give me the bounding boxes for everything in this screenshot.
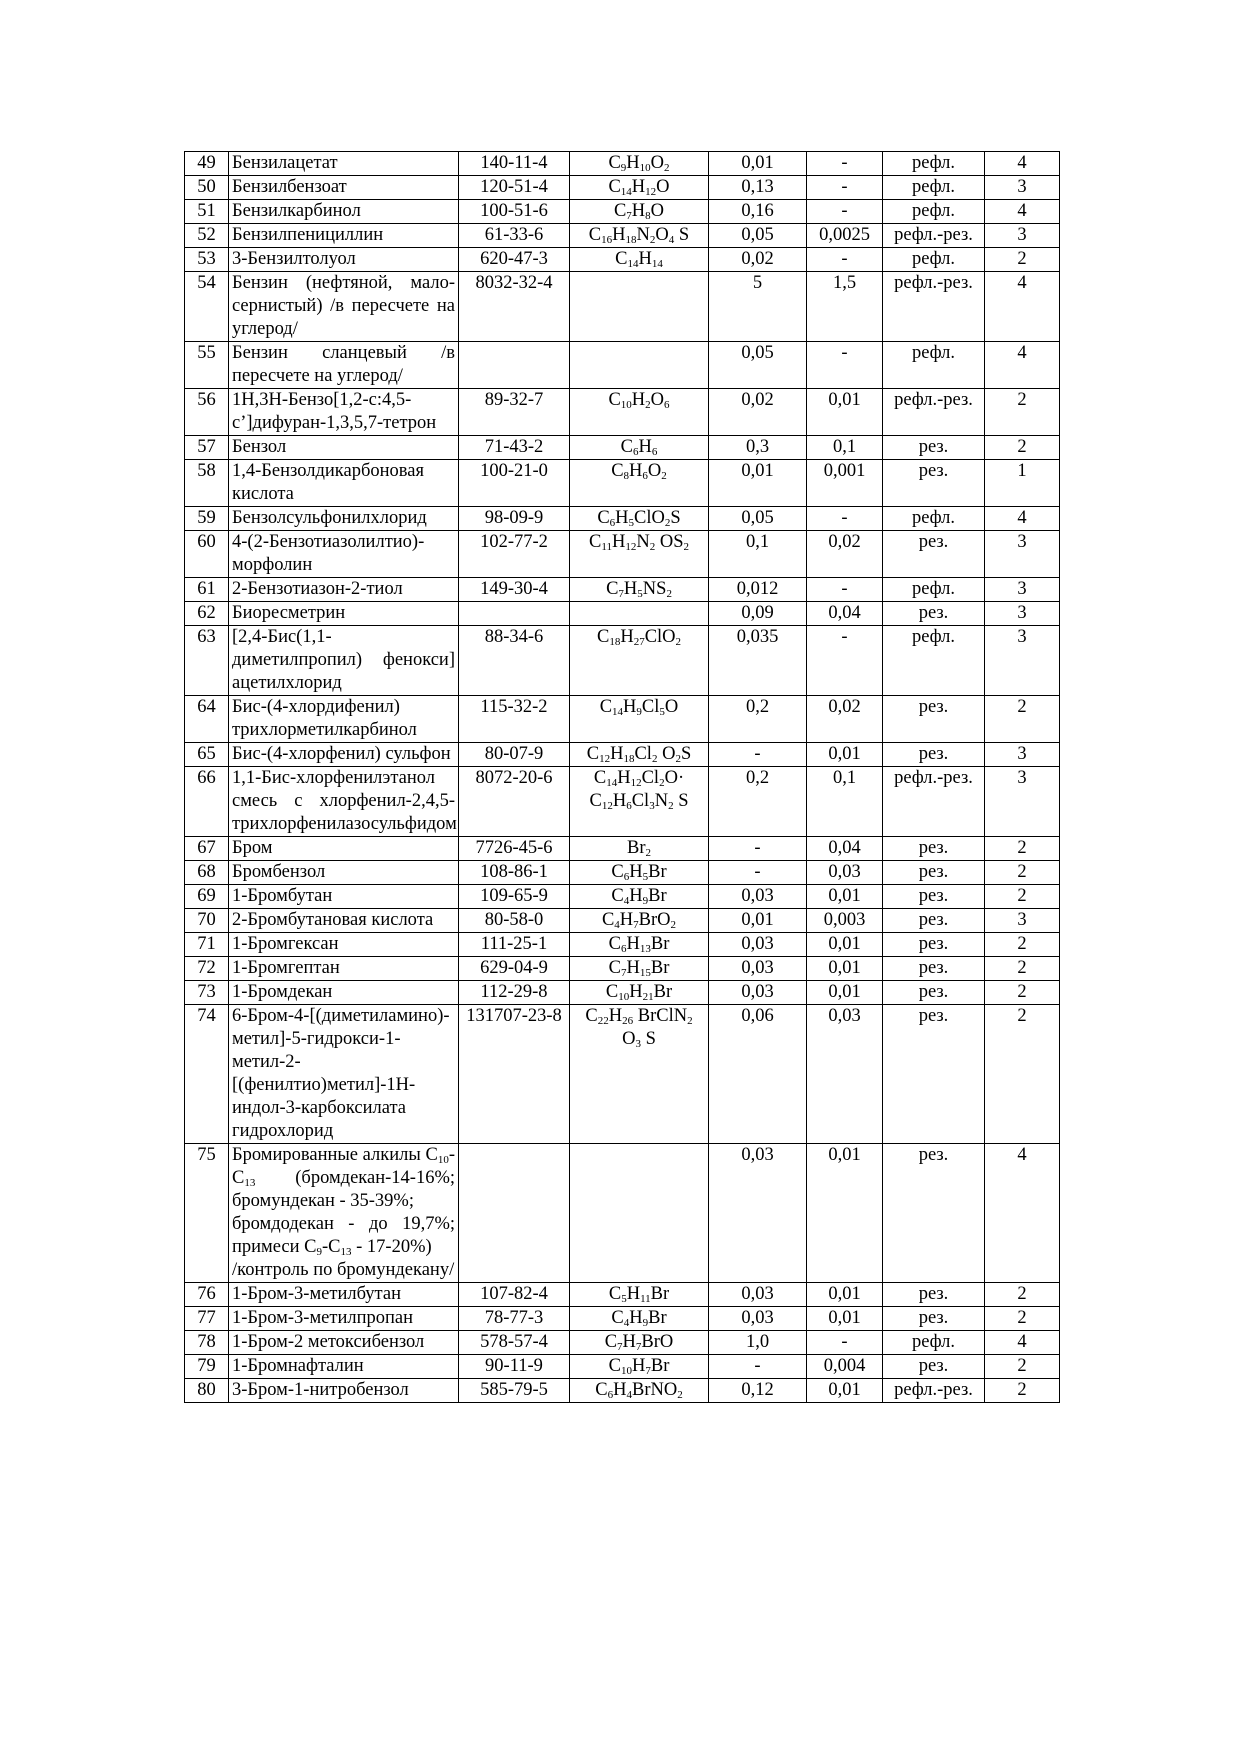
substance-name: [2,4-Бис(1,1-диметилпропил) фенокси] ацетилхлорид <box>229 626 459 696</box>
hazard-indicator: рез. <box>883 1005 985 1144</box>
max-concentration: 0,01 <box>709 909 807 933</box>
row-number: 56 <box>185 389 229 436</box>
row-number: 77 <box>185 1307 229 1331</box>
cas-number: 100-51-6 <box>459 200 570 224</box>
cas-number: 620-47-3 <box>459 248 570 272</box>
table-row <box>185 200 1060 224</box>
avg-concentration: - <box>807 342 883 389</box>
max-concentration: 0,05 <box>709 342 807 389</box>
avg-concentration: - <box>807 507 883 531</box>
hazard-class: 3 <box>985 909 1060 933</box>
substance-name: Бис-(4-хлорфенил) сульфон <box>229 743 459 767</box>
chemical-formula: $C_6H_{13}Br$ <box>570 933 709 957</box>
row-number: 57 <box>185 436 229 460</box>
substance-name: Бензилбензоат <box>229 176 459 200</box>
hazard-indicator: рефл.-рез. <box>883 224 985 248</box>
substance-name: 3-Бром-1-нитробензол <box>229 1379 459 1403</box>
chemical-formula: $C_{10}H_{21}Br$ <box>570 981 709 1005</box>
hazard-indicator: рез. <box>883 1355 985 1379</box>
avg-concentration: 1,5 <box>807 272 883 342</box>
cas-number: 111-25-1 <box>459 933 570 957</box>
substance-name: Бензол <box>229 436 459 460</box>
avg-concentration: - <box>807 578 883 602</box>
chemical-formula: $C_4H_9Br$ <box>570 885 709 909</box>
table-row <box>185 507 1060 531</box>
avg-concentration: 0,01 <box>807 1144 883 1283</box>
hazard-indicator: рез. <box>883 885 985 909</box>
avg-concentration: - <box>807 1331 883 1355</box>
substance-name: Бромбензол <box>229 861 459 885</box>
avg-concentration: 0,01 <box>807 885 883 909</box>
row-number: 65 <box>185 743 229 767</box>
chemical-formula: $C_4H_9Br$ <box>570 1307 709 1331</box>
hazard-class: 2 <box>985 885 1060 909</box>
hazard-class: 2 <box>985 1307 1060 1331</box>
max-concentration: 0,05 <box>709 224 807 248</box>
table-row <box>185 1144 1060 1283</box>
hazard-class: 2 <box>985 933 1060 957</box>
hazard-indicator: рефл.-рез. <box>883 767 985 837</box>
hazard-indicator: рез. <box>883 436 985 460</box>
cas-number: 109-65-9 <box>459 885 570 909</box>
max-concentration: 0,13 <box>709 176 807 200</box>
hazard-indicator: рез. <box>883 957 985 981</box>
row-number: 68 <box>185 861 229 885</box>
avg-concentration: - <box>807 152 883 176</box>
avg-concentration: 0,04 <box>807 602 883 626</box>
hazard-class: 1 <box>985 460 1060 507</box>
substance-name: 1-Бром-3-метилпропан <box>229 1307 459 1331</box>
avg-concentration: - <box>807 200 883 224</box>
hazard-class: 4 <box>985 342 1060 389</box>
max-concentration: 0,03 <box>709 1283 807 1307</box>
table-row <box>185 1005 1060 1144</box>
cas-number: 78-77-3 <box>459 1307 570 1331</box>
hazard-indicator: рез. <box>883 696 985 743</box>
hazard-indicator: рез. <box>883 602 985 626</box>
max-concentration: 0,3 <box>709 436 807 460</box>
table-row <box>185 460 1060 507</box>
row-number: 62 <box>185 602 229 626</box>
max-concentration: 0,12 <box>709 1379 807 1403</box>
substance-name: Бензин (нефтяной, мало-сернистый) /в пересчете на углерод/ <box>229 272 459 342</box>
table-row <box>185 1331 1060 1355</box>
cas-number: 100-21-0 <box>459 460 570 507</box>
substance-name: 1-Бромгексан <box>229 933 459 957</box>
hazard-class: 2 <box>985 1355 1060 1379</box>
hazard-indicator: рез. <box>883 743 985 767</box>
hazard-class: 2 <box>985 389 1060 436</box>
avg-concentration: 0,03 <box>807 1005 883 1144</box>
table-row <box>185 389 1060 436</box>
max-concentration: 0,1 <box>709 531 807 578</box>
substance-name: 1,4-Бензолдикарбоновая кислота <box>229 460 459 507</box>
cas-number: 107-82-4 <box>459 1283 570 1307</box>
hazard-indicator: рез. <box>883 1283 985 1307</box>
hazard-indicator: рез. <box>883 1307 985 1331</box>
hazard-indicator: рефл.-рез. <box>883 272 985 342</box>
cas-number: 88-34-6 <box>459 626 570 696</box>
row-number: 61 <box>185 578 229 602</box>
max-concentration: 0,06 <box>709 1005 807 1144</box>
avg-concentration: 0,01 <box>807 1379 883 1403</box>
row-number: 64 <box>185 696 229 743</box>
chemical-formula: $C_{22}H_{26}$ BrClN$_2$ $O_3$ S <box>570 1005 709 1144</box>
hazard-class: 3 <box>985 743 1060 767</box>
substance-name: 1-Бромдекан <box>229 981 459 1005</box>
row-number: 79 <box>185 1355 229 1379</box>
table-row <box>185 885 1060 909</box>
chemical-formula: $C_5H_{11}Br$ <box>570 1283 709 1307</box>
table-row <box>185 861 1060 885</box>
table-row <box>185 696 1060 743</box>
max-concentration: 0,035 <box>709 626 807 696</box>
chemical-formula <box>570 602 709 626</box>
hazard-class: 4 <box>985 272 1060 342</box>
hazard-indicator: рефл.-рез. <box>883 389 985 436</box>
table-row <box>185 152 1060 176</box>
hazard-indicator: рефл. <box>883 342 985 389</box>
hazard-indicator: рефл.-рез. <box>883 1379 985 1403</box>
table-row <box>185 272 1060 342</box>
chemical-formula: $C_{12}H_{18}Cl_2$ $O_2S$ <box>570 743 709 767</box>
cas-number: 7726-45-6 <box>459 837 570 861</box>
hazard-indicator: рефл. <box>883 1331 985 1355</box>
row-number: 74 <box>185 1005 229 1144</box>
max-concentration: 0,2 <box>709 767 807 837</box>
chemical-formula: $C_6H_6$ <box>570 436 709 460</box>
row-number: 70 <box>185 909 229 933</box>
table-row <box>185 981 1060 1005</box>
substances-table <box>184 151 1060 1403</box>
avg-concentration: 0,004 <box>807 1355 883 1379</box>
chemical-formula: $C_7H_5NS_2$ <box>570 578 709 602</box>
row-number: 60 <box>185 531 229 578</box>
chemical-formula: $C_7H_7BrO$ <box>570 1331 709 1355</box>
cas-number: 108-86-1 <box>459 861 570 885</box>
hazard-indicator: рез. <box>883 1144 985 1283</box>
hazard-indicator: рез. <box>883 460 985 507</box>
max-concentration: 1,0 <box>709 1331 807 1355</box>
avg-concentration: 0,01 <box>807 981 883 1005</box>
hazard-class: 3 <box>985 531 1060 578</box>
table-row <box>185 933 1060 957</box>
avg-concentration: 0,1 <box>807 767 883 837</box>
hazard-class: 2 <box>985 981 1060 1005</box>
max-concentration: - <box>709 743 807 767</box>
row-number: 73 <box>185 981 229 1005</box>
table-row <box>185 743 1060 767</box>
substance-name: Бромированные алкилы $C_{10}-C_{13}$ (бромдекан-14-16%; бромундекан - 35-39%; бромдодекан - до 19,7%; примеси $C_9-C_{13} - 17-20\%$) /контроль по бромундекану/ <box>229 1144 459 1283</box>
chemical-formula: $C_{10}H_7Br$ <box>570 1355 709 1379</box>
row-number: 71 <box>185 933 229 957</box>
row-number: 66 <box>185 767 229 837</box>
max-concentration: 0,02 <box>709 248 807 272</box>
hazard-indicator: рефл. <box>883 248 985 272</box>
table-row <box>185 957 1060 981</box>
substance-name: Бис-(4-хлордифенил) трихлорметилкарбинол <box>229 696 459 743</box>
avg-concentration: - <box>807 248 883 272</box>
substance-name: Бром <box>229 837 459 861</box>
avg-concentration: 0,001 <box>807 460 883 507</box>
hazard-indicator: рефл. <box>883 578 985 602</box>
hazard-class: 3 <box>985 626 1060 696</box>
hazard-class: 4 <box>985 152 1060 176</box>
cas-number: 120-51-4 <box>459 176 570 200</box>
chemical-formula: $C_7H_{15}Br$ <box>570 957 709 981</box>
cas-number: 61-33-6 <box>459 224 570 248</box>
hazard-class: 4 <box>985 1144 1060 1283</box>
table-row <box>185 626 1060 696</box>
substance-name: 1-Бромнафталин <box>229 1355 459 1379</box>
chemical-formula <box>570 1144 709 1283</box>
row-number: 55 <box>185 342 229 389</box>
substance-name: 1-Бром-3-метилбутан <box>229 1283 459 1307</box>
cas-number: 90-11-9 <box>459 1355 570 1379</box>
chemical-formula: $C_{18}H_{27}ClO_2$ <box>570 626 709 696</box>
hazard-indicator: рефл. <box>883 176 985 200</box>
row-number: 76 <box>185 1283 229 1307</box>
cas-number: 115-32-2 <box>459 696 570 743</box>
max-concentration: - <box>709 861 807 885</box>
avg-concentration: 0,003 <box>807 909 883 933</box>
cas-number <box>459 342 570 389</box>
table-row <box>185 602 1060 626</box>
substance-name: Бензин сланцевый /в пересчете на углерод/ <box>229 342 459 389</box>
substance-name: 6-Бром-4-[(диметиламино)-метил]-5-гидрокси-1-метил-2-[(фенилтио)метил]-1Н-индол-3-карбоксилата гидрохлорид <box>229 1005 459 1144</box>
avg-concentration: 0,01 <box>807 933 883 957</box>
hazard-indicator: рез. <box>883 531 985 578</box>
cas-number: 102-77-2 <box>459 531 570 578</box>
hazard-class: 2 <box>985 1283 1060 1307</box>
substance-name: 1-Бромбутан <box>229 885 459 909</box>
row-number: 50 <box>185 176 229 200</box>
hazard-class: 4 <box>985 1331 1060 1355</box>
hazard-class: 3 <box>985 176 1060 200</box>
avg-concentration: 0,04 <box>807 837 883 861</box>
hazard-class: 2 <box>985 1005 1060 1144</box>
hazard-indicator: рефл. <box>883 152 985 176</box>
hazard-class: 2 <box>985 436 1060 460</box>
cas-number <box>459 602 570 626</box>
hazard-class: 3 <box>985 767 1060 837</box>
avg-concentration: - <box>807 626 883 696</box>
row-number: 58 <box>185 460 229 507</box>
chemical-formula: $C_6H_5ClO_2S$ <box>570 507 709 531</box>
table-row <box>185 1379 1060 1403</box>
avg-concentration: 0,01 <box>807 1307 883 1331</box>
max-concentration: 0,03 <box>709 1144 807 1283</box>
cas-number: 149-30-4 <box>459 578 570 602</box>
avg-concentration: 0,01 <box>807 743 883 767</box>
hazard-class: 4 <box>985 200 1060 224</box>
chemical-formula: $C_{10}H_2O_6$ <box>570 389 709 436</box>
hazard-indicator: рефл. <box>883 626 985 696</box>
max-concentration: 0,16 <box>709 200 807 224</box>
max-concentration: 0,03 <box>709 957 807 981</box>
cas-number: 629-04-9 <box>459 957 570 981</box>
substance-name: Биоресметрин <box>229 602 459 626</box>
substance-name: Бензилацетат <box>229 152 459 176</box>
row-number: 59 <box>185 507 229 531</box>
max-concentration: 5 <box>709 272 807 342</box>
row-number: 75 <box>185 1144 229 1283</box>
hazard-class: 3 <box>985 224 1060 248</box>
table-row <box>185 176 1060 200</box>
chemical-formula: $Br_2$ <box>570 837 709 861</box>
cas-number <box>459 1144 570 1283</box>
max-concentration: 0,012 <box>709 578 807 602</box>
max-concentration: 0,09 <box>709 602 807 626</box>
hazard-class: 2 <box>985 248 1060 272</box>
cas-number: 71-43-2 <box>459 436 570 460</box>
table-row <box>185 837 1060 861</box>
avg-concentration: 0,03 <box>807 861 883 885</box>
hazard-indicator: рефл. <box>883 200 985 224</box>
table-row <box>185 1283 1060 1307</box>
table-row <box>185 248 1060 272</box>
table-row <box>185 531 1060 578</box>
row-number: 80 <box>185 1379 229 1403</box>
max-concentration: 0,03 <box>709 885 807 909</box>
avg-concentration: 0,0025 <box>807 224 883 248</box>
substance-name: 1-Бром-2 метоксибензол <box>229 1331 459 1355</box>
substance-name: Бензилкарбинол <box>229 200 459 224</box>
cas-number: 80-07-9 <box>459 743 570 767</box>
hazard-indicator: рез. <box>883 933 985 957</box>
row-number: 49 <box>185 152 229 176</box>
cas-number: 585-79-5 <box>459 1379 570 1403</box>
row-number: 69 <box>185 885 229 909</box>
chemical-formula: $C_4H_7BrO_2$ <box>570 909 709 933</box>
table-row <box>185 1355 1060 1379</box>
chemical-formula: $C_6H_5Br$ <box>570 861 709 885</box>
hazard-class: 3 <box>985 602 1060 626</box>
substance-name: 1-Бромгептан <box>229 957 459 981</box>
row-number: 52 <box>185 224 229 248</box>
max-concentration: 0,03 <box>709 981 807 1005</box>
max-concentration: 0,01 <box>709 152 807 176</box>
max-concentration: 0,01 <box>709 460 807 507</box>
cas-number: 89-32-7 <box>459 389 570 436</box>
chemical-formula <box>570 272 709 342</box>
cas-number: 578-57-4 <box>459 1331 570 1355</box>
table-row <box>185 767 1060 837</box>
table-row <box>185 578 1060 602</box>
hazard-class: 2 <box>985 696 1060 743</box>
table-row <box>185 909 1060 933</box>
hazard-class: 3 <box>985 578 1060 602</box>
chemical-formula: $C_9H_{10}O_2$ <box>570 152 709 176</box>
avg-concentration: 0,02 <box>807 696 883 743</box>
avg-concentration: 0,01 <box>807 957 883 981</box>
chemical-formula: $C_{14}H_{14}$ <box>570 248 709 272</box>
hazard-class: 4 <box>985 507 1060 531</box>
hazard-indicator: рез. <box>883 837 985 861</box>
avg-concentration: 0,01 <box>807 1283 883 1307</box>
cas-number: 80-58-0 <box>459 909 570 933</box>
max-concentration: 0,03 <box>709 1307 807 1331</box>
avg-concentration: 0,01 <box>807 389 883 436</box>
hazard-indicator: рез. <box>883 861 985 885</box>
substance-name: 2-Бензотиазон-2-тиол <box>229 578 459 602</box>
cas-number: 8072-20-6 <box>459 767 570 837</box>
substance-name: Бензолсульфонилхлорид <box>229 507 459 531</box>
row-number: 67 <box>185 837 229 861</box>
table-row <box>185 436 1060 460</box>
hazard-indicator: рефл. <box>883 507 985 531</box>
max-concentration: 0,03 <box>709 933 807 957</box>
hazard-class: 2 <box>985 837 1060 861</box>
chemical-formula: $C_{11}H_{12}N_2$ $OS_2$ <box>570 531 709 578</box>
max-concentration: 0,05 <box>709 507 807 531</box>
cas-number: 112-29-8 <box>459 981 570 1005</box>
table-row <box>185 1307 1060 1331</box>
chemical-formula: $C_7H_8O$ <box>570 200 709 224</box>
row-number: 72 <box>185 957 229 981</box>
hazard-class: 2 <box>985 957 1060 981</box>
table-row <box>185 342 1060 389</box>
substance-name: 2-Бромбутановая кислота <box>229 909 459 933</box>
substance-name: 4-(2-Бензотиазолилтио)-морфолин <box>229 531 459 578</box>
chemical-formula: $C_{14}H_9Cl_5O$ <box>570 696 709 743</box>
max-concentration: 0,02 <box>709 389 807 436</box>
chemical-formula: $C_{16}H_{18}N_2O_4$ S <box>570 224 709 248</box>
hazard-indicator: рез. <box>883 981 985 1005</box>
row-number: 78 <box>185 1331 229 1355</box>
table-row <box>185 224 1060 248</box>
avg-concentration: 0,02 <box>807 531 883 578</box>
row-number: 63 <box>185 626 229 696</box>
chemical-formula <box>570 342 709 389</box>
substance-name: 3-Бензилтолуол <box>229 248 459 272</box>
row-number: 53 <box>185 248 229 272</box>
chemical-formula: $C_{14}H_{12}O$ <box>570 176 709 200</box>
substance-name: 1,1-Бис-хлорфенилэтанол смесь с хлорфенил-2,4,5-трихлорфенилазосульфидом <box>229 767 459 837</box>
avg-concentration: - <box>807 176 883 200</box>
cas-number: 131707-23-8 <box>459 1005 570 1144</box>
hazard-class: 2 <box>985 1379 1060 1403</box>
cas-number: 8032-32-4 <box>459 272 570 342</box>
chemical-formula: $C_6H_4BrNO_2$ <box>570 1379 709 1403</box>
cas-number: 140-11-4 <box>459 152 570 176</box>
max-concentration: 0,2 <box>709 696 807 743</box>
row-number: 51 <box>185 200 229 224</box>
substance-name: 1Н,3Н-Бензо[1,2-с:4,5-с’]дифуран-1,3,5,7-тетрон <box>229 389 459 436</box>
row-number: 54 <box>185 272 229 342</box>
max-concentration: - <box>709 837 807 861</box>
cas-number: 98-09-9 <box>459 507 570 531</box>
max-concentration: - <box>709 1355 807 1379</box>
chemical-formula: $C_8H_6O_2$ <box>570 460 709 507</box>
chemical-formula: $C_{14}H_{12}Cl_2O\cdot$ $C_{12}H_6Cl_3N_2$ S <box>570 767 709 837</box>
hazard-class: 2 <box>985 861 1060 885</box>
avg-concentration: 0,1 <box>807 436 883 460</box>
substance-name: Бензилпенициллин <box>229 224 459 248</box>
hazard-indicator: рез. <box>883 909 985 933</box>
